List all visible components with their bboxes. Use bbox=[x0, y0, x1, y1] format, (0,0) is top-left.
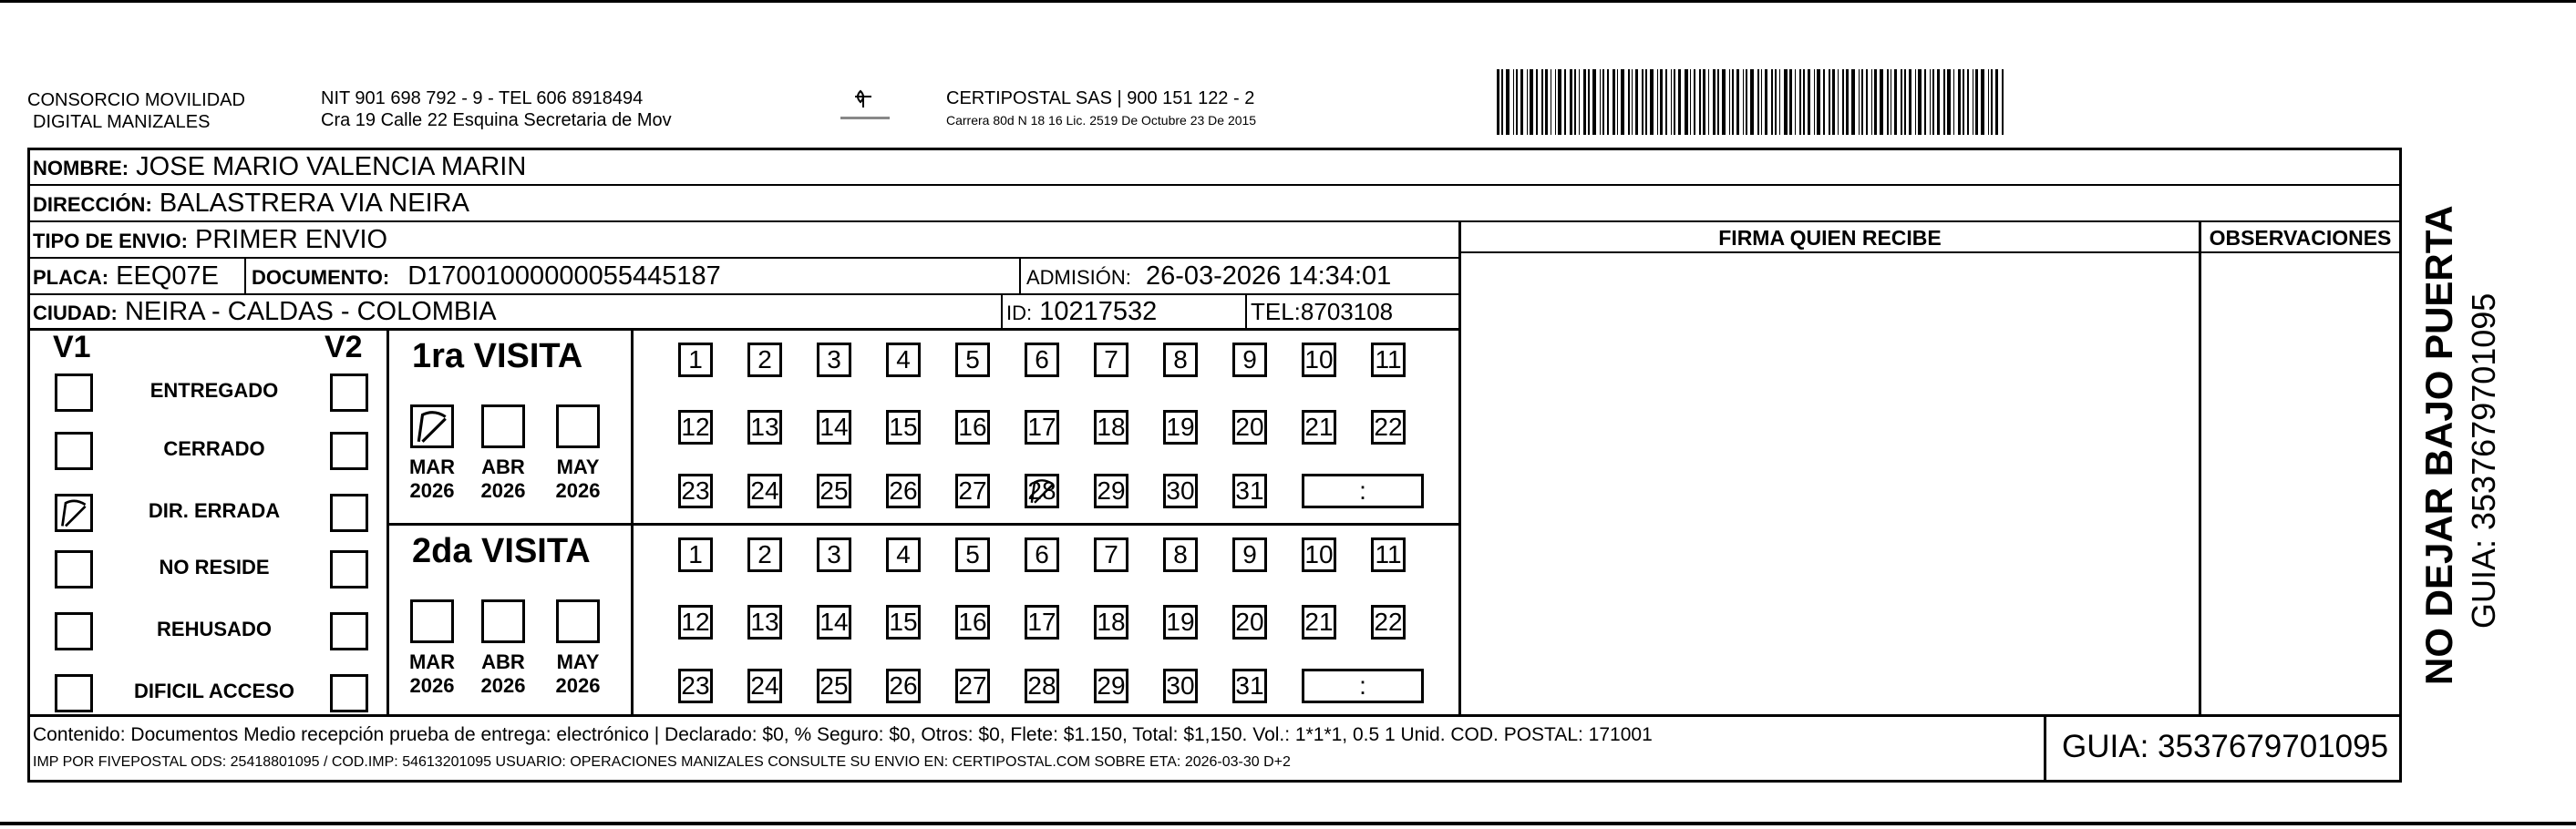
firma-header-line bbox=[1458, 251, 2402, 253]
barcode-bar bbox=[1665, 69, 1667, 135]
barcode-bar bbox=[1536, 69, 1538, 135]
month-label bbox=[551, 455, 605, 503]
placa-value: EEQ07E bbox=[116, 261, 220, 291]
barcode-bar bbox=[1851, 69, 1855, 135]
top-edge-line bbox=[0, 0, 2576, 3]
barcode-bar bbox=[1832, 69, 1835, 135]
barcode-bar bbox=[1541, 69, 1543, 135]
barcode-bar bbox=[1789, 69, 1792, 135]
day-box[interactable]: 4 bbox=[886, 343, 921, 377]
day-box[interactable]: 31 bbox=[1232, 669, 1267, 703]
courier-info bbox=[946, 87, 1256, 128]
day-box[interactable]: 16 bbox=[955, 605, 990, 640]
barcode-bar bbox=[1761, 69, 1762, 135]
barcode-bar bbox=[1871, 69, 1872, 135]
barcode-bar bbox=[1574, 69, 1576, 135]
day-box[interactable]: 21 bbox=[1302, 410, 1336, 445]
handwritten-check-mark bbox=[57, 496, 90, 529]
barcode-bar bbox=[1915, 69, 1916, 135]
v1-checkbox[interactable] bbox=[55, 374, 93, 412]
documento-field bbox=[252, 261, 721, 293]
status-label: ENTREGADO bbox=[149, 379, 279, 402]
time-box[interactable]: : bbox=[1302, 669, 1424, 703]
day-box[interactable]: 22 bbox=[1371, 605, 1406, 640]
month-name: MAR bbox=[408, 455, 456, 478]
barcode-bar bbox=[1918, 69, 1922, 135]
day-box[interactable]: 28 bbox=[1025, 474, 1059, 508]
status-label: NO RESIDE bbox=[159, 556, 270, 578]
day-box[interactable]: 20 bbox=[1232, 410, 1267, 445]
day-box[interactable]: 23 bbox=[678, 669, 713, 703]
v2-checkbox[interactable] bbox=[330, 612, 368, 650]
barcode-bar bbox=[1501, 69, 1503, 135]
firma-left-line bbox=[1458, 220, 1461, 716]
day-box[interactable]: 14 bbox=[817, 605, 851, 640]
barcode-bar bbox=[1887, 69, 1889, 135]
barcode-bar bbox=[1708, 69, 1709, 135]
barcode-bar bbox=[1657, 69, 1658, 135]
month-label bbox=[551, 650, 605, 698]
day-box[interactable]: 20 bbox=[1232, 605, 1267, 640]
tel-field bbox=[1251, 296, 1393, 327]
admision-field bbox=[1026, 261, 1391, 293]
barcode-bar bbox=[1743, 69, 1744, 135]
v2-checkbox[interactable] bbox=[330, 494, 368, 532]
barcode-bar bbox=[1607, 69, 1609, 135]
barcode-bar bbox=[1803, 69, 1805, 135]
day-box[interactable]: 24 bbox=[747, 474, 782, 508]
day-box[interactable]: 16 bbox=[955, 410, 990, 445]
barcode-bar bbox=[1506, 69, 1510, 135]
day-box[interactable]: 15 bbox=[886, 410, 921, 445]
barcode-bar bbox=[1924, 69, 1926, 135]
barcode-bar bbox=[1930, 69, 1931, 135]
ciudad-value: NEIRA - CALDAS - COLOMBIA bbox=[124, 297, 497, 326]
firma-quien-recibe-heading: FIRMA QUIEN RECIBE bbox=[1718, 226, 1942, 250]
observaciones-left-line bbox=[2199, 220, 2201, 716]
tel-sep bbox=[1245, 293, 1247, 330]
first-visit-title: 1ra VISITA bbox=[412, 337, 583, 375]
month-name: MAY bbox=[556, 455, 600, 478]
barcode-bar bbox=[1901, 69, 1902, 135]
month-label bbox=[476, 650, 531, 698]
barcode-bar bbox=[1808, 69, 1810, 135]
barcode-bar bbox=[1558, 69, 1561, 135]
status-label: DIFICIL ACCESO bbox=[133, 680, 294, 702]
barcode-bar bbox=[1757, 69, 1759, 135]
documento-value: D17001000000055445187 bbox=[407, 261, 721, 291]
barcode-bar bbox=[1645, 69, 1647, 135]
v2-heading: V2 bbox=[325, 330, 363, 364]
no-dejar-bajo-puerta: NO DEJAR BAJO PUERTA bbox=[2417, 205, 2460, 685]
day-box[interactable]: 1 bbox=[678, 343, 713, 377]
day-box[interactable]: 24 bbox=[747, 669, 782, 703]
time-box[interactable]: : bbox=[1302, 474, 1424, 508]
month-checkbox[interactable] bbox=[556, 599, 600, 643]
visit-col-line bbox=[631, 328, 634, 716]
day-box[interactable]: 30 bbox=[1163, 474, 1198, 508]
barcode-bar bbox=[1771, 69, 1773, 135]
day-box[interactable]: 6 bbox=[1025, 343, 1059, 377]
placa-label: PLACA: bbox=[33, 266, 109, 289]
v1-heading: V1 bbox=[53, 330, 91, 364]
barcode-bar bbox=[1975, 69, 1978, 135]
direccion-value: BALASTRERA VIA NEIRA bbox=[159, 189, 469, 218]
id-field bbox=[1006, 296, 1157, 329]
barcode-bar bbox=[1765, 69, 1767, 135]
day-box[interactable]: 31 bbox=[1232, 474, 1267, 508]
day-box[interactable]: 28 bbox=[1025, 669, 1059, 703]
month-year: 2026 bbox=[409, 674, 455, 697]
barcode-bar bbox=[1513, 69, 1514, 135]
barcode-bar bbox=[1967, 69, 1969, 135]
nombre-label: NOMBRE: bbox=[33, 157, 129, 179]
barcode-bar bbox=[1894, 69, 1897, 135]
barcode-bar bbox=[1817, 69, 1820, 135]
barcode-bar bbox=[1583, 69, 1586, 135]
id-value: 10217532 bbox=[1039, 297, 1158, 326]
barcode-bar bbox=[1516, 69, 1518, 135]
handwritten-check-mark bbox=[413, 407, 451, 445]
v2-checkbox[interactable] bbox=[330, 550, 368, 588]
tipo-envio-field bbox=[33, 224, 387, 257]
month-label bbox=[405, 650, 459, 698]
admision-sep bbox=[1019, 257, 1021, 293]
barcode-bar bbox=[1527, 69, 1528, 135]
barcode-bar bbox=[1784, 69, 1788, 135]
barcode-bar bbox=[1829, 69, 1830, 135]
courier-logo-icon bbox=[837, 87, 895, 129]
barcode-bar bbox=[1555, 69, 1556, 135]
row-line-1 bbox=[27, 184, 2402, 186]
footer-print-line: IMP POR FIVEPOSTAL ODS: 25418801095 / COD.IMP: 54613201095 USUARIO: OPERACIONES MANIZALES CONSULTE SU ENVIO EN: CERTIPOSTAL.COM SOBRE ETA: 2026-03-30 D+2 bbox=[33, 754, 1291, 770]
month-name: MAR bbox=[408, 650, 456, 673]
barcode-bar bbox=[1678, 69, 1681, 135]
barcode-bar bbox=[1842, 69, 1844, 135]
month-checkbox[interactable] bbox=[481, 599, 525, 643]
barcode-bar bbox=[1650, 69, 1654, 135]
bottom-edge-line bbox=[0, 822, 2576, 825]
barcode-bar bbox=[1729, 69, 1730, 135]
barcode-bar bbox=[2002, 69, 2004, 135]
barcode-bar bbox=[1750, 69, 1754, 135]
day-box[interactable]: 21 bbox=[1302, 605, 1336, 640]
day-box[interactable]: 12 bbox=[678, 410, 713, 445]
day-box[interactable]: 18 bbox=[1094, 605, 1128, 640]
month-name: ABR bbox=[481, 455, 525, 478]
day-box[interactable]: 11 bbox=[1371, 343, 1406, 377]
barcode-bar bbox=[1779, 69, 1780, 135]
barcode-bar bbox=[1713, 69, 1716, 135]
day-box[interactable]: 27 bbox=[955, 669, 990, 703]
barcode-bar bbox=[1932, 69, 1934, 135]
barcode-bar bbox=[1588, 69, 1590, 135]
status-label: REHUSADO bbox=[157, 618, 272, 640]
day-box[interactable]: 18 bbox=[1094, 410, 1128, 445]
barcode-bar bbox=[1799, 69, 1801, 135]
barcode-bar bbox=[1660, 69, 1663, 135]
barcode-bar bbox=[1981, 69, 1984, 135]
v1-checkbox[interactable] bbox=[55, 494, 93, 532]
barcode-bar bbox=[1613, 69, 1615, 135]
day-box[interactable]: 17 bbox=[1025, 605, 1059, 640]
day-box[interactable]: 25 bbox=[817, 669, 851, 703]
day-box[interactable]: 27 bbox=[955, 474, 990, 508]
day-box[interactable]: 2 bbox=[747, 343, 782, 377]
id-sep bbox=[1001, 293, 1003, 330]
barcode-bar bbox=[1617, 69, 1618, 135]
barcode-bar bbox=[1866, 69, 1868, 135]
barcode-bar bbox=[1838, 69, 1839, 135]
barcode-bar bbox=[1632, 69, 1633, 135]
barcode-bar bbox=[1861, 69, 1863, 135]
barcode-bar bbox=[1530, 69, 1533, 135]
day-box[interactable]: 25 bbox=[817, 474, 851, 508]
v2-checkbox[interactable] bbox=[330, 432, 368, 470]
day-box[interactable]: 4 bbox=[886, 537, 921, 572]
company-line-1: CONSORCIO MOVILIDAD bbox=[27, 90, 245, 110]
day-box[interactable]: 12 bbox=[678, 605, 713, 640]
barcode-bar bbox=[1671, 69, 1672, 135]
tel-label: TEL: bbox=[1251, 298, 1301, 325]
day-box[interactable]: 15 bbox=[886, 605, 921, 640]
month-year: 2026 bbox=[555, 479, 601, 502]
barcode-bar bbox=[1823, 69, 1825, 135]
barcode-bar bbox=[1846, 69, 1849, 135]
day-box[interactable]: 9 bbox=[1232, 537, 1267, 572]
nombre-field bbox=[33, 151, 526, 184]
barcode-bar bbox=[1564, 69, 1566, 135]
barcode-bar bbox=[1642, 69, 1643, 135]
v2-checkbox[interactable] bbox=[330, 674, 368, 712]
barcode-bar bbox=[1497, 69, 1499, 135]
month-checkbox[interactable] bbox=[410, 599, 454, 643]
barcode-bar bbox=[1909, 69, 1911, 135]
v1-checkbox[interactable] bbox=[55, 612, 93, 650]
day-box[interactable]: 29 bbox=[1094, 669, 1128, 703]
day-box[interactable]: 1 bbox=[678, 537, 713, 572]
day-box[interactable]: 26 bbox=[886, 669, 921, 703]
barcode-bar bbox=[1937, 69, 1940, 135]
day-box[interactable]: 19 bbox=[1163, 605, 1198, 640]
day-box[interactable]: 30 bbox=[1163, 669, 1198, 703]
direccion-field bbox=[33, 188, 469, 220]
barcode-bar bbox=[1703, 69, 1705, 135]
barcode-bar bbox=[1685, 69, 1688, 135]
direccion-label: DIRECCIÓN: bbox=[33, 193, 152, 216]
barcode-bar bbox=[1995, 69, 1998, 135]
barcode-bar bbox=[1579, 69, 1580, 135]
footer-guia: GUIA: 3537679701095 bbox=[2062, 729, 2389, 764]
day-box[interactable]: 19 bbox=[1163, 410, 1198, 445]
ciudad-label: CIUDAD: bbox=[33, 302, 118, 324]
barcode-bar bbox=[1943, 69, 1945, 135]
footer-content-line: Contenido: Documentos Medio recepción prueba de entrega: electrónico | Declarado: $0, % Seguro: $0, Otros: $0, Flete: $1.150, Total: $1,150. Vol.: 1*1*1, 0.5 1 Unid. COD. POSTAL: 171001 bbox=[33, 724, 1653, 745]
day-box[interactable]: 2 bbox=[747, 537, 782, 572]
day-box[interactable]: 13 bbox=[747, 410, 782, 445]
barcode-bar bbox=[1722, 69, 1726, 135]
barcode-bar bbox=[1746, 69, 1747, 135]
month-year: 2026 bbox=[480, 674, 526, 697]
barcode-bar bbox=[1545, 69, 1548, 135]
day-box[interactable]: 26 bbox=[886, 474, 921, 508]
barcode-bar bbox=[1600, 69, 1601, 135]
day-box[interactable]: 10 bbox=[1302, 343, 1336, 377]
nit-line: NIT 901 698 792 - 9 - TEL 606 8918494 bbox=[321, 88, 644, 108]
frame-left bbox=[27, 148, 30, 783]
month-checkbox[interactable] bbox=[481, 404, 525, 448]
company-line-2: DIGITAL MANIZALES bbox=[33, 112, 211, 132]
status-col-line bbox=[386, 328, 389, 716]
admision-value: 26-03-2026 14:34:01 bbox=[1145, 261, 1392, 291]
frame-top bbox=[27, 148, 2402, 150]
day-box[interactable]: 7 bbox=[1094, 343, 1128, 377]
barcode-bar bbox=[1717, 69, 1719, 135]
tipo-envio-label: TIPO DE ENVIO: bbox=[33, 230, 188, 252]
day-box[interactable]: 7 bbox=[1094, 537, 1128, 572]
courier-name: CERTIPOSTAL SAS | 900 151 122 - 2 bbox=[946, 88, 1255, 108]
day-box[interactable]: 8 bbox=[1163, 343, 1198, 377]
frame-right bbox=[2399, 148, 2402, 783]
day-box[interactable]: 5 bbox=[955, 343, 990, 377]
barcode-bar bbox=[1795, 69, 1796, 135]
day-box[interactable]: 29 bbox=[1094, 474, 1128, 508]
month-checkbox[interactable] bbox=[410, 404, 454, 448]
barcode-bar bbox=[1953, 69, 1954, 135]
day-box[interactable]: 6 bbox=[1025, 537, 1059, 572]
barcode-bar bbox=[1874, 69, 1877, 135]
visit-split-line bbox=[386, 523, 1460, 526]
barcode-bar bbox=[1628, 69, 1630, 135]
month-checkbox[interactable] bbox=[556, 404, 600, 448]
second-visit-title: 2da VISITA bbox=[412, 532, 591, 570]
id-label: ID: bbox=[1006, 302, 1033, 324]
nombre-value: JOSE MARIO VALENCIA MARIN bbox=[136, 152, 527, 181]
month-label bbox=[476, 455, 531, 503]
row-line-2 bbox=[27, 220, 2402, 222]
barcode-bar bbox=[1859, 69, 1860, 135]
barcode-bar bbox=[1602, 69, 1604, 135]
status-label: CERRADO bbox=[163, 437, 265, 460]
v1-checkbox[interactable] bbox=[55, 432, 93, 470]
company-address: Cra 19 Calle 22 Esquina Secretaria de Mov bbox=[321, 110, 672, 130]
barcode-bar bbox=[1736, 69, 1739, 135]
month-name: ABR bbox=[481, 650, 525, 673]
month-name: MAY bbox=[556, 650, 600, 673]
handwritten-check-mark bbox=[1027, 476, 1056, 506]
day-box[interactable]: 10 bbox=[1302, 537, 1336, 572]
courier-address: Carrera 80d N 18 16 Lic. 2519 De Octubre 23 De 2015 bbox=[946, 113, 1257, 128]
barcode-bar bbox=[1991, 69, 1993, 135]
barcode-bar bbox=[1690, 69, 1691, 135]
day-box[interactable]: 3 bbox=[817, 343, 851, 377]
day-box[interactable]: 8 bbox=[1163, 537, 1198, 572]
month-year: 2026 bbox=[555, 674, 601, 697]
barcode-bar bbox=[1775, 69, 1777, 135]
tel-value: 8703108 bbox=[1300, 298, 1394, 325]
barcode-bar bbox=[1635, 69, 1638, 135]
day-box[interactable]: 9 bbox=[1232, 343, 1267, 377]
month-year: 2026 bbox=[409, 479, 455, 502]
barcode-bar bbox=[1621, 69, 1624, 135]
day-box[interactable]: 3 bbox=[817, 537, 851, 572]
day-box[interactable]: 22 bbox=[1371, 410, 1406, 445]
barcode-bar bbox=[1988, 69, 1989, 135]
day-box[interactable]: 5 bbox=[955, 537, 990, 572]
day-box[interactable]: 11 bbox=[1371, 537, 1406, 572]
barcode-bar bbox=[1958, 69, 1961, 135]
row-line-3 bbox=[27, 257, 1460, 259]
barcode-bar bbox=[1699, 69, 1701, 135]
day-box[interactable]: 23 bbox=[678, 474, 713, 508]
documento-label: DOCUMENTO: bbox=[252, 266, 390, 289]
month-label bbox=[405, 455, 459, 503]
tipo-envio-value: PRIMER ENVIO bbox=[194, 225, 388, 254]
barcode-bar bbox=[1694, 69, 1695, 135]
side-guia: GUIA: 3537679701095 bbox=[2465, 292, 2502, 629]
placa-sep bbox=[244, 257, 246, 293]
v1-checkbox[interactable] bbox=[55, 550, 93, 588]
barcode-bar bbox=[1570, 69, 1572, 135]
day-box[interactable]: 13 bbox=[747, 605, 782, 640]
barcode-bar bbox=[1947, 69, 1951, 135]
observaciones-heading: OBSERVACIONES bbox=[2209, 226, 2392, 250]
company-name bbox=[27, 89, 245, 133]
placa-field bbox=[33, 261, 219, 293]
barcode bbox=[1497, 69, 2221, 135]
v1-checkbox[interactable] bbox=[55, 674, 93, 712]
barcode-bar bbox=[1904, 69, 1906, 135]
v2-checkbox[interactable] bbox=[330, 374, 368, 412]
day-box[interactable]: 17 bbox=[1025, 410, 1059, 445]
barcode-bar bbox=[1963, 69, 1964, 135]
status-label: DIR. ERRADA bbox=[148, 499, 281, 522]
company-contact bbox=[321, 87, 672, 131]
barcode-bar bbox=[1592, 69, 1596, 135]
barcode-bar bbox=[1520, 69, 1523, 135]
barcode-bar bbox=[1814, 69, 1815, 135]
admision-label: ADMISIÓN: bbox=[1026, 266, 1131, 289]
day-box[interactable]: 14 bbox=[817, 410, 851, 445]
month-year: 2026 bbox=[480, 479, 526, 502]
ciudad-field bbox=[33, 296, 497, 329]
guia-left-line bbox=[2044, 714, 2046, 782]
barcode-bar bbox=[1880, 69, 1883, 135]
barcode-bar bbox=[1674, 69, 1675, 135]
barcode-bar bbox=[1732, 69, 1734, 135]
